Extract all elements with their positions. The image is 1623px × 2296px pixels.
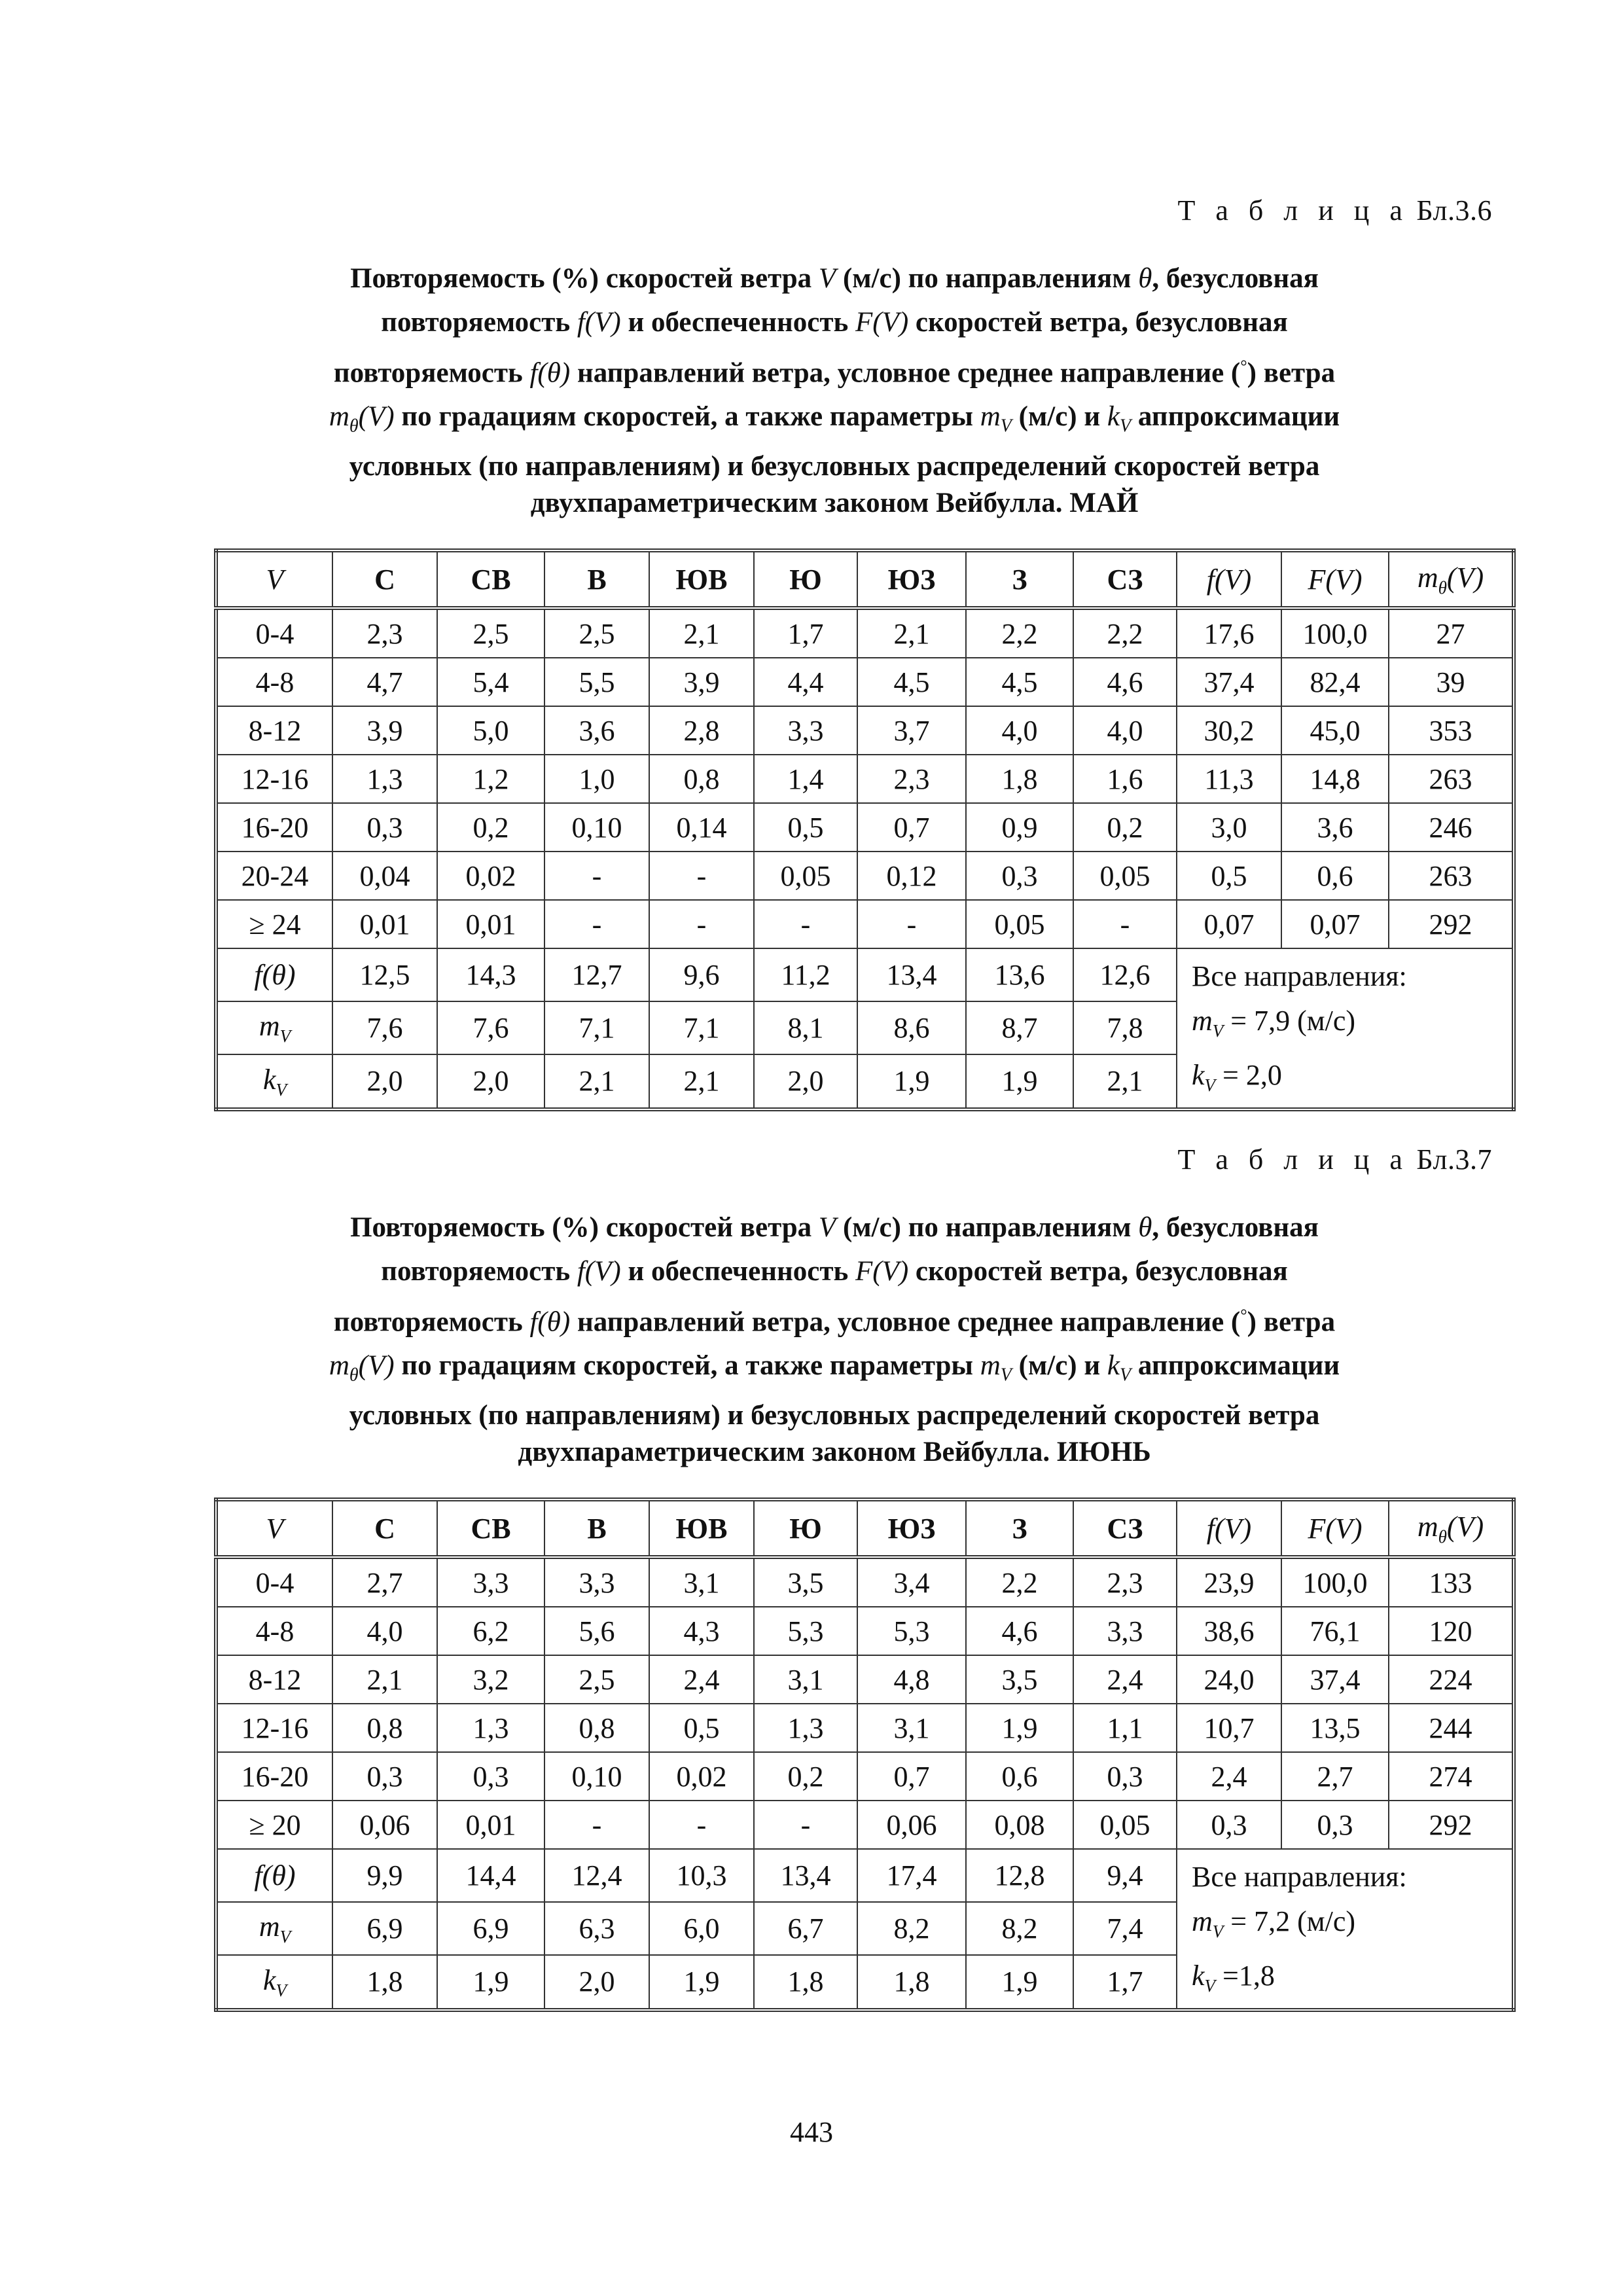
table-cell: 76,1 [1281,1607,1389,1655]
table-cell: 4,4 [754,658,857,706]
table-cell: 2,1 [1073,1054,1177,1109]
table-cell: 9,6 [649,948,754,1001]
table-cell: 0,08 [966,1801,1073,1849]
table-cell: 1,8 [966,755,1073,803]
table-cell: 2,4 [1177,1752,1281,1801]
row-label: $m_V$ [216,1001,332,1054]
table-cell: 3,3 [437,1557,544,1607]
table-cell: 0,12 [857,852,966,900]
caption-line: Повторяемость (%) скоростей ветра V (м/с) по направлениям θ, безусловная [350,263,1319,294]
table-row [216,1557,1514,1607]
col-header-dir: ЮВ [649,550,754,608]
table-cell: 0,2 [754,1752,857,1801]
table-label: Т а б л и ц а Бл.3.7 [1177,1143,1492,1175]
table-cell: 5,3 [857,1607,966,1655]
table-cell: 3,7 [857,706,966,755]
table-cell: 1,6 [1073,755,1177,803]
caption-line: повторяемость f(θ) направлений ветра, условное среднее направление (°) ветра [333,1306,1336,1338]
table-cell: 0,2 [437,803,544,852]
table-cell: 2,2 [1073,608,1177,658]
table-cell: 1,8 [332,1955,437,2009]
table-cell: 4,7 [332,658,437,706]
row-label: 12-16 [216,1704,332,1752]
col-header-dir: С [332,550,437,608]
table-cell: 4,6 [1073,658,1177,706]
table-cell: 7,4 [1073,1902,1177,1955]
table-row [216,803,1514,852]
col-header-v: V [216,1499,332,1557]
table-cell: 3,5 [966,1655,1073,1704]
col-header-dir: СЗ [1073,1499,1177,1557]
table-body [216,1557,1514,1849]
table-cell: 0,3 [1073,1752,1177,1801]
table-cell: 6,0 [649,1902,754,1955]
table-cell: 23,9 [1177,1557,1281,1607]
table-cell: 2,0 [332,1054,437,1109]
table-cell: 6,7 [754,1902,857,1955]
col-header-dir: СЗ [1073,550,1177,608]
table-cell: 0,9 [966,803,1073,852]
f-theta-row [216,948,1514,1001]
table-cell: 0,05 [1073,852,1177,900]
col-header-dir: В [544,1499,649,1557]
col-header-Fv: F(V) [1281,1499,1389,1557]
table-cell: 0,02 [649,1752,754,1801]
row-label: f(θ) [216,1849,332,1902]
caption-line: повторяемость f(V) и обеспеченность F(V) скоростей ветра, безусловная [381,307,1288,338]
table-cell: 0,6 [966,1752,1073,1801]
table-cell: 0,06 [857,1801,966,1849]
table-cell: 224 [1389,1655,1514,1704]
table-cell: 0,05 [1073,1801,1177,1849]
table-cell: 2,0 [754,1054,857,1109]
table-cell: 7,1 [649,1001,754,1054]
table-cell: 3,6 [1281,803,1389,852]
table-cell: 13,4 [857,948,966,1001]
header-row [216,1499,1514,1557]
table-cell: - [544,900,649,948]
table-row [216,658,1514,706]
table-cell: 0,6 [1281,852,1389,900]
table-row [216,706,1514,755]
table-cell: 0,8 [649,755,754,803]
col-header-mtheta: $m_\theta(V)$ [1389,1499,1514,1557]
table-cell: 1,4 [754,755,857,803]
table-cell: 17,6 [1177,608,1281,658]
table-cell: 14,8 [1281,755,1389,803]
table-cell: 2,7 [332,1557,437,1607]
table-cell: 1,3 [332,755,437,803]
table-cell: 0,5 [754,803,857,852]
row-label: $m_V$ [216,1902,332,1955]
table-cell: 13,4 [754,1849,857,1902]
table-cell: 5,6 [544,1607,649,1655]
table-cell: 0,05 [966,900,1073,948]
table-row [216,755,1514,803]
table-cell: 0,8 [544,1704,649,1752]
row-label: 0-4 [216,1557,332,1607]
table-cell: 14,4 [437,1849,544,1902]
table-cell: 82,4 [1281,658,1389,706]
table-cell: 0,3 [332,1752,437,1801]
row-label: 4-8 [216,1607,332,1655]
table-cell: 8,7 [966,1001,1073,1054]
table-cell: 13,5 [1281,1704,1389,1752]
page-number: 443 [790,2116,833,2148]
table-cell: 3,1 [857,1704,966,1752]
table-cell: 0,14 [649,803,754,852]
table-cell: 3,3 [544,1557,649,1607]
table-cell: 0,2 [1073,803,1177,852]
table-cell: 2,3 [1073,1557,1177,1607]
table-cell: 0,5 [1177,852,1281,900]
row-label: f(θ) [216,948,332,1001]
table-cell: 4,0 [332,1607,437,1655]
caption-line: повторяемость f(V) и обеспеченность F(V) скоростей ветра, безусловная [381,1256,1288,1287]
wind-table-may [214,548,1516,1111]
table-cell: 2,4 [649,1655,754,1704]
table-cell: 2,5 [544,608,649,658]
all-directions-note: Все направления: $m_V = 7,9$ (м/с) $k_V = 2,0$ [1177,948,1514,1109]
table-row [216,1704,1514,1752]
table-cell: 37,4 [1177,658,1281,706]
col-header-Fv: F(V) [1281,550,1389,608]
table-cell: 9,4 [1073,1849,1177,1902]
caption-line: условных (по направлениям) и безусловных распределений скоростей ветра [349,450,1320,482]
table-cell: 4,0 [1073,706,1177,755]
table-cell: 1,9 [437,1955,544,2009]
table-cell: - [649,900,754,948]
table-cell: 14,3 [437,948,544,1001]
header-row [216,550,1514,608]
table-cell: 5,5 [544,658,649,706]
row-label: $k_V$ [216,1955,332,2009]
col-header-dir: З [966,1499,1073,1557]
table-cell: 2,1 [649,608,754,658]
table-cell: 3,0 [1177,803,1281,852]
row-label: 0-4 [216,608,332,658]
table-cell: 0,10 [544,803,649,852]
table-cell: 100,0 [1281,1557,1389,1607]
row-label: 8-12 [216,706,332,755]
table-cell: 7,6 [437,1001,544,1054]
table-cell: - [754,900,857,948]
col-header-fv: f(V) [1177,550,1281,608]
col-header-dir: С [332,1499,437,1557]
table-cell: 1,2 [437,755,544,803]
table-cell: - [857,900,966,948]
table-cell: 0,8 [332,1704,437,1752]
table-cell: 0,7 [857,1752,966,1801]
table-cell: 0,3 [437,1752,544,1801]
table-cell: 3,1 [649,1557,754,1607]
table-cell: 263 [1389,852,1514,900]
table-cell: 133 [1389,1557,1514,1607]
table-cell: 292 [1389,1801,1514,1849]
table-cell: 10,3 [649,1849,754,1902]
table-cell: 1,9 [966,1054,1073,1109]
table-cell: 0,3 [966,852,1073,900]
table-cell: 13,6 [966,948,1073,1001]
caption-line: условных (по направлениям) и безусловных распределений скоростей ветра [349,1399,1320,1431]
table-cell: 3,4 [857,1557,966,1607]
table-cell: 274 [1389,1752,1514,1801]
table-cell: 3,2 [437,1655,544,1704]
row-label: 12-16 [216,755,332,803]
table-cell: 2,3 [857,755,966,803]
col-header-dir: СВ [437,1499,544,1557]
table-cell: 6,9 [332,1902,437,1955]
table-cell: - [544,852,649,900]
col-header-mtheta: $m_\theta(V)$ [1389,550,1514,608]
table-cell: 0,01 [437,900,544,948]
table-cell: 39 [1389,658,1514,706]
row-label: ≥ 20 [216,1801,332,1849]
row-label: $k_V$ [216,1054,332,1109]
col-header-dir: СВ [437,550,544,608]
table-row [216,1752,1514,1801]
col-header-dir: Ю [754,1499,857,1557]
table-cell: 4,5 [857,658,966,706]
table-row [216,608,1514,658]
table-cell: 2,0 [544,1955,649,2009]
row-label: 4-8 [216,658,332,706]
table-cell: 0,7 [857,803,966,852]
table-cell: 3,3 [754,706,857,755]
table-cell: 12,6 [1073,948,1177,1001]
table-cell: 100,0 [1281,608,1389,658]
table-cell: 1,7 [754,608,857,658]
table-cell: 27 [1389,608,1514,658]
table-cell: 0,3 [1177,1801,1281,1849]
row-label: 20-24 [216,852,332,900]
table-cell: 4,6 [966,1607,1073,1655]
table-cell: 1,7 [1073,1955,1177,2009]
col-header-dir: ЮВ [649,1499,754,1557]
col-header-v: V [216,550,332,608]
caption-line: двухпараметрическим законом Вейбулла. МАЙ [530,487,1139,518]
table-cell: 1,8 [754,1955,857,2009]
table-cell: 2,1 [649,1054,754,1109]
table-cell: 12,8 [966,1849,1073,1902]
table-cell: 1,3 [437,1704,544,1752]
table-cell: 2,2 [966,608,1073,658]
table-caption [216,1206,1453,1471]
table-cell: 7,6 [332,1001,437,1054]
table-cell: 9,9 [332,1849,437,1902]
table-cell: 8,2 [857,1902,966,1955]
table-cell: 2,7 [1281,1752,1389,1801]
table-cell: 0,3 [332,803,437,852]
col-header-dir: З [966,550,1073,608]
col-header-dir: ЮЗ [857,550,966,608]
table-cell: 1,9 [649,1955,754,2009]
table-cell: 246 [1389,803,1514,852]
table-cell: 3,6 [544,706,649,755]
table-cell: 6,9 [437,1902,544,1955]
table-cell: 6,3 [544,1902,649,1955]
table-cell: 2,8 [649,706,754,755]
table-cell: 12,5 [332,948,437,1001]
table-row [216,1607,1514,1655]
table-cell: 4,0 [966,706,1073,755]
table-cell: 1,9 [966,1955,1073,2009]
table-cell: 2,5 [437,608,544,658]
table-cell: 3,3 [1073,1607,1177,1655]
table-cell: 1,9 [966,1704,1073,1752]
col-header-dir: Ю [754,550,857,608]
table-cell: 4,3 [649,1607,754,1655]
table-cell: - [649,852,754,900]
row-label: 16-20 [216,803,332,852]
table-cell: 1,1 [1073,1704,1177,1752]
caption-line: двухпараметрическим законом Вейбулла. ИЮНЬ [518,1436,1151,1467]
table-cell: 1,3 [754,1704,857,1752]
table-cell: - [544,1801,649,1849]
table-cell: 2,1 [857,608,966,658]
table-cell: 7,8 [1073,1001,1177,1054]
f-theta-row [216,1849,1514,1902]
table-row [216,900,1514,948]
table-cell: 244 [1389,1704,1514,1752]
col-header-fv: f(V) [1177,1499,1281,1557]
table-label: Т а б л и ц а Бл.3.6 [1177,194,1492,226]
table-cell: 263 [1389,755,1514,803]
table-row [216,852,1514,900]
table-cell: 1,0 [544,755,649,803]
table-cell: 0,02 [437,852,544,900]
table-cell: 0,01 [332,900,437,948]
table-caption [216,257,1453,522]
table-cell: 3,1 [754,1655,857,1704]
table-cell: 17,4 [857,1849,966,1902]
table-cell: 2,3 [332,608,437,658]
table-cell: 4,5 [966,658,1073,706]
all-directions-note: Все направления: $m_V = 7,2$ (м/с) $k_V =1,8$ [1177,1849,1514,2010]
table-cell: 0,04 [332,852,437,900]
wind-table-june [214,1498,1516,2012]
table-cell: 6,2 [437,1607,544,1655]
table-cell: 2,1 [332,1655,437,1704]
table-cell: 353 [1389,706,1514,755]
table-cell: 2,1 [544,1054,649,1109]
row-label: 8-12 [216,1655,332,1704]
table-cell: 0,05 [754,852,857,900]
col-header-dir: В [544,550,649,608]
table-row [216,1655,1514,1704]
table-cell: 5,3 [754,1607,857,1655]
caption-line: Повторяемость (%) скоростей ветра V (м/с) по направлениям θ, безусловная [350,1212,1319,1243]
table-row [216,1801,1514,1849]
table-cell: 12,4 [544,1849,649,1902]
table-cell: 2,0 [437,1054,544,1109]
table-cell: 8,1 [754,1001,857,1054]
table-cell: 2,2 [966,1557,1073,1607]
table-cell: 2,5 [544,1655,649,1704]
table-cell: 0,07 [1281,900,1389,948]
table-cell: 8,2 [966,1902,1073,1955]
table-cell: 11,2 [754,948,857,1001]
table-cell: 37,4 [1281,1655,1389,1704]
table-cell: 3,9 [332,706,437,755]
table-cell: 38,6 [1177,1607,1281,1655]
table-cell: 7,1 [544,1001,649,1054]
table-cell: - [649,1801,754,1849]
caption-line: $m_\theta(V)$ по градациям скоростей, а также параметры $m_V$ (м/с) и $k_V$ аппроксимации [329,401,1340,437]
table-cell: 0,3 [1281,1801,1389,1849]
table-cell: - [1073,900,1177,948]
caption-line: повторяемость f(θ) направлений ветра, условное среднее направление (°) ветра [333,357,1336,389]
table-cell: 8,6 [857,1001,966,1054]
row-label: ≥ 24 [216,900,332,948]
table-cell: 1,9 [857,1054,966,1109]
table-cell: 4,8 [857,1655,966,1704]
table-cell: 24,0 [1177,1655,1281,1704]
table-cell: 0,01 [437,1801,544,1849]
table-cell: 292 [1389,900,1514,948]
table-cell: - [754,1801,857,1849]
table-cell: 3,5 [754,1557,857,1607]
table-cell: 5,4 [437,658,544,706]
table-cell: 45,0 [1281,706,1389,755]
col-header-dir: ЮЗ [857,1499,966,1557]
table-cell: 0,5 [649,1704,754,1752]
table-cell: 10,7 [1177,1704,1281,1752]
table-cell: 0,10 [544,1752,649,1801]
caption-line: $m_\theta(V)$ по градациям скоростей, а также параметры $m_V$ (м/с) и $k_V$ аппроксимации [329,1350,1340,1386]
table-cell: 2,4 [1073,1655,1177,1704]
table-cell: 0,06 [332,1801,437,1849]
table-cell: 1,8 [857,1955,966,2009]
table-cell: 12,7 [544,948,649,1001]
table-cell: 5,0 [437,706,544,755]
table-cell: 11,3 [1177,755,1281,803]
table-cell: 3,9 [649,658,754,706]
table-body [216,608,1514,948]
table-cell: 120 [1389,1607,1514,1655]
table-cell: 30,2 [1177,706,1281,755]
row-label: 16-20 [216,1752,332,1801]
table-cell: 0,07 [1177,900,1281,948]
